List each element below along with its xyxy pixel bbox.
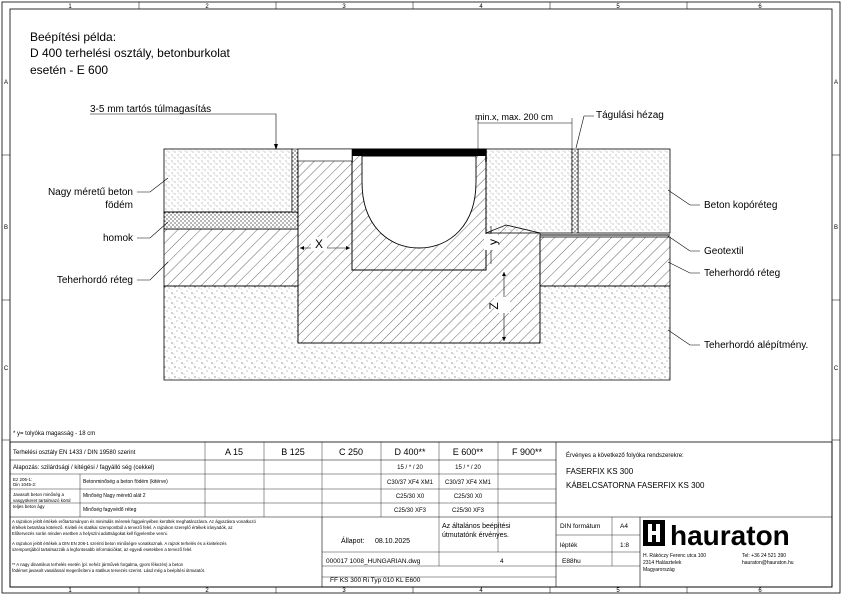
class-a15: A 15 xyxy=(224,447,244,457)
grid-col-4-bottom: 4 xyxy=(479,588,483,594)
company-name: hauraton xyxy=(670,520,790,551)
label-geotextile: Geotextil xyxy=(704,246,744,257)
note-3a: ** A nagy dinamikus terhelés esetén (pl. nehéz járművek forgalma, gyors fékezés) a beton xyxy=(12,562,184,567)
state-label: Állapot: xyxy=(341,538,365,545)
admin-block xyxy=(326,452,794,584)
grid-col-5-bottom: 5 xyxy=(616,588,620,594)
row-base-d400: C25/30 X0 xyxy=(395,494,425,500)
grid-col-3: 3 xyxy=(342,4,346,10)
note-2a: A rajzokon jelölt értékek a DIN EN 206-1 szerinti beton minőségre vonatkoznak. A rajzok terhelés és a kivitelezés xyxy=(12,541,227,546)
label-slab-1: Nagy méretű beton xyxy=(47,187,133,198)
system-2: KÁBELCSATORNA FASERFIX KS 300 xyxy=(566,481,705,490)
grid-col-2: 2 xyxy=(205,4,209,10)
title-line-3: esetén - E 600 xyxy=(30,63,109,77)
state-date: 08.10.2025 xyxy=(375,538,411,545)
drawing-title xyxy=(30,30,231,77)
scale-value: 1:8 xyxy=(620,542,630,549)
side-note-5: teljes beton ágy xyxy=(13,504,45,509)
system-1: FASERFIX KS 300 xyxy=(566,467,634,476)
left-sand-layer xyxy=(164,212,298,229)
right-concrete-slab xyxy=(578,149,670,233)
dim-x-label: X xyxy=(314,237,324,251)
row-strength-d400: 15 / * / 20 xyxy=(397,465,423,471)
row-frost-e600: C25/30 XF3 xyxy=(451,508,485,514)
footnote: * y= tolyóka magasság - 18 cm xyxy=(13,431,96,437)
title-code: FF KS 300 Ri Typ 010 KL E600 xyxy=(330,577,421,584)
side-note-4: vasgyökeret tartalmazó körül xyxy=(13,498,71,503)
note-3b: födémet javasolt vasalással megerősíteni a statikus tervezés szerint. Lásd még a beépítési útmutatót. xyxy=(12,568,205,573)
row-concrete-e600: C30/37 XF4 XM1 xyxy=(444,480,492,486)
note-2b: szempontjából tartalmazzák a legfontosabb információkat, az egyedi esetekben a tervező felel. xyxy=(12,547,193,552)
class-d400: D 400** xyxy=(394,447,426,457)
left-joint-fill xyxy=(292,149,298,212)
grid-col-4: 4 xyxy=(479,4,483,10)
phone: Tel: +36 24 521 390 xyxy=(742,553,787,559)
label-subbase: Teherhordó alépítmény. xyxy=(704,340,809,351)
grid-row-c: C xyxy=(3,366,9,372)
scale-label: lépték xyxy=(560,542,578,549)
side-note-2: Din 1045-2: xyxy=(13,482,37,487)
label-base-left: Teherhordó réteg xyxy=(56,275,133,286)
grid-row-a: A xyxy=(3,80,9,86)
row-base-label: Minőség Nagy méretű alát 2 xyxy=(83,493,146,499)
note-1c: Előtervezés során minden esetben a helyszíni adottságokat kell figyelembe venni. xyxy=(12,531,168,536)
right-concrete-slab-b xyxy=(486,149,572,233)
class-b125: B 125 xyxy=(281,447,305,457)
row-strength-e600: 15 / * / 20 xyxy=(455,465,481,471)
spec-table xyxy=(12,447,543,573)
grid-row-b-right: B xyxy=(833,225,839,231)
address-3: Magyarország xyxy=(643,567,675,573)
cross-section xyxy=(164,118,670,380)
dim-y-label: y xyxy=(486,239,500,245)
address-1: H. Rákóczy Ferenc utca 100 xyxy=(643,553,707,559)
row-strength-label: Alapozás: szilárdsági / kitégési / fagyálló ség (cekkel) xyxy=(13,465,155,471)
label-slab-2: födém xyxy=(105,200,133,211)
doc-code: E88hu xyxy=(562,558,581,565)
dim-z-label: Z xyxy=(487,302,501,310)
title-line-1: Beépítési példa: xyxy=(30,30,117,44)
note-1a: A rajzokon jelölt értékek erőtartományon és minimális méretek függvényében kerültek meghatározásra. Az ágyazásra vonatkozó xyxy=(12,519,256,524)
general-conditions-2: útmutatónk érvényes. xyxy=(442,532,509,539)
format-label: DIN formátum xyxy=(560,523,601,530)
channel-grating xyxy=(352,149,486,156)
row-frost-d400: C25/30 XF3 xyxy=(393,508,427,514)
spec-standard: Terhelési osztály EN 1433 / DIN 19580 szerint xyxy=(13,450,136,456)
grid-row-b: B xyxy=(3,225,9,231)
row-concrete-d400: C30/37 XF4 XM1 xyxy=(386,480,434,486)
grid-row-a-right: A xyxy=(833,80,839,86)
class-c250: C 250 xyxy=(338,447,364,457)
email: hauraton@hauraton.hu xyxy=(742,560,794,566)
label-base-right: Teherhordó réteg xyxy=(704,268,781,279)
row-base-e600: C25/30 X0 xyxy=(453,494,483,500)
right-base-layer xyxy=(540,237,670,286)
note-1b: értékek betartása kötelező. Kiviteli és statikai szempontból a tervező felel. A rajzokon szereplő értékek irányadók, az xyxy=(12,525,233,530)
grid-col-5: 5 xyxy=(616,4,620,10)
label-minmax: min.x, max. 200 cm xyxy=(475,112,554,122)
class-f900: F 900** xyxy=(511,447,543,457)
left-base-layer xyxy=(164,229,298,286)
label-overheight: 3-5 mm tartós túlmagasítás xyxy=(90,104,212,115)
address-2: 2314 Halásztelek xyxy=(643,560,682,566)
grid-col-1-bottom: 1 xyxy=(68,588,72,594)
valid-note: Érvényes a következő folyóka rendszerekre: xyxy=(566,453,684,459)
grid-col-6: 6 xyxy=(758,4,762,10)
label-wear-layer: Beton kopóréteg xyxy=(704,200,778,211)
grid-row-c-right: C xyxy=(833,366,839,372)
grid-col-6-bottom: 6 xyxy=(758,588,762,594)
drawing-number: 000017 1008_HUNGARIAN.dwg xyxy=(326,558,421,565)
title-line-2: D 400 terhelési osztály, betonburkolat xyxy=(30,46,230,60)
grid-col-2-bottom: 2 xyxy=(205,588,209,594)
side-note-1: Ez 206-1: xyxy=(13,477,33,482)
expansion-joint-fill xyxy=(572,149,578,233)
general-conditions-1: Az általános beépítési xyxy=(442,523,511,530)
label-sand: homok xyxy=(102,233,133,244)
grid-col-3-bottom: 3 xyxy=(342,588,346,594)
class-e600: E 600** xyxy=(452,447,484,457)
format-value: A4 xyxy=(620,523,628,530)
side-note-3: Javasolt beton minőség a xyxy=(13,492,65,497)
left-concrete-slab xyxy=(164,149,292,212)
row-frost-label: Minőség fagyvédő réteg xyxy=(83,507,137,513)
grid-col-1: 1 xyxy=(68,4,72,10)
row-concrete-label: Betonminőség a beton födém (kitérve) xyxy=(83,479,168,485)
label-expansion-joint: Tágulási hézag xyxy=(596,110,664,121)
left-bed-top xyxy=(298,149,352,161)
hauraton-logo xyxy=(643,520,790,551)
sheet-number: 4 xyxy=(500,558,504,565)
